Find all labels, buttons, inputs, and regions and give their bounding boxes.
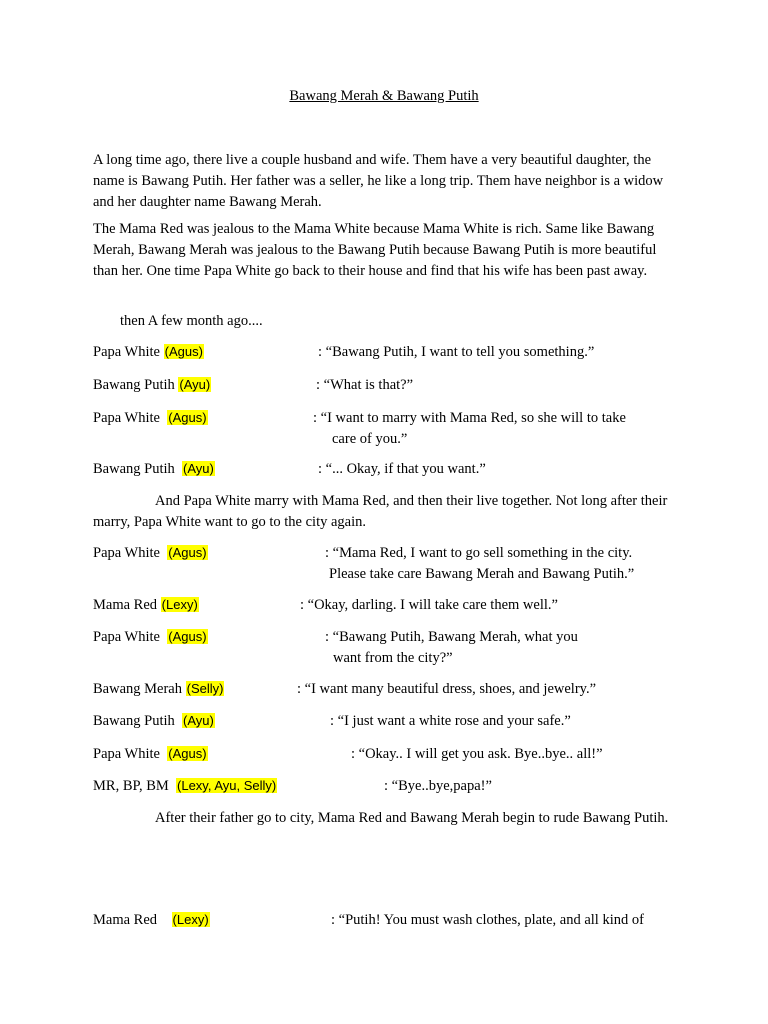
paragraph-intro: A long time ago, there live a couple husband and wife. Them have a very beautiful daughter, the name is Bawang Putih. Her father was a seller, he like a long trip. Them have neighbor is a widow and her daughter name Bawang Merah. (93, 152, 664, 210)
dialogue-speaker (93, 713, 215, 730)
dialogue-line: : “Okay.. I will get you ask. Bye..bye.. all!” (351, 746, 603, 762)
dialogue-line-cont: care of you.” (332, 431, 408, 447)
actor-badge: (Selly) (186, 681, 224, 696)
dialogue-speaker (93, 629, 208, 646)
dialogue-speaker (93, 344, 204, 361)
paragraph-jealousy: The Mama Red was jealous to the Mama White because Mama White is rich. Same like Bawang Merah, Bawang Merah was jealous to the Bawang Putih because Bawang Putih is more beautiful than her. One time Papa White go back to their house and find that his wife has been past away. (93, 221, 657, 279)
speaker-name: Bawang Putih (93, 713, 175, 729)
actor-badge: (Lexy, Ayu, Selly) (177, 778, 277, 793)
dialogue-line-cont: Please take care Bawang Merah and Bawang Putih.” (329, 566, 635, 582)
speaker-name: Papa White (93, 746, 160, 762)
speaker-name: Papa White (93, 410, 160, 426)
speaker-name: Bawang Putih (93, 461, 175, 477)
actor-badge: (Lexy) (172, 912, 209, 927)
dialogue-line: : “I just want a white rose and your safe.” (330, 713, 571, 729)
speaker-name: Mama Red (93, 597, 158, 613)
dialogue-speaker (93, 912, 210, 929)
actor-badge: (Agus) (168, 545, 207, 560)
dialogue-line: : “Bye..bye,papa!” (384, 778, 492, 794)
dialogue-speaker (93, 681, 224, 698)
speaker-name: Papa White (93, 545, 160, 561)
speaker-name: Papa White (93, 629, 160, 645)
dialogue-line: : “What is that?” (316, 377, 414, 393)
actor-badge: (Agus) (168, 746, 207, 761)
actor-badge: (Agus) (168, 410, 207, 425)
dialogue-line: : “Putih! You must wash clothes, plate, and all kind of (331, 912, 644, 928)
speaker-name: Mama Red (93, 912, 158, 928)
speaker-name: Bawang Putih (93, 377, 175, 393)
dialogue-line: : “Bawang Putih, I want to tell you something.” (318, 344, 595, 360)
paragraph-marriage: And Papa White marry with Mama Red, and then their live together. Not long after their marry, Papa White want to go to the city again. (93, 493, 668, 530)
speaker-name: Bawang Merah (93, 681, 182, 697)
dialogue-line: : “I want to marry with Mama Red, so she will to take (313, 410, 626, 426)
dialogue-speaker (93, 778, 277, 795)
speaker-name: Papa White (93, 344, 160, 360)
actor-badge: (Agus) (164, 344, 203, 359)
document-title: Bawang Merah & Bawang Putih (289, 88, 479, 104)
actor-badge: (Ayu) (179, 377, 211, 392)
dialogue-speaker (93, 377, 211, 394)
dialogue-line: : “... Okay, if that you want.” (318, 461, 486, 477)
actor-badge: (Agus) (168, 629, 207, 644)
dialogue-line: : “Okay, darling. I will take care them well.” (300, 597, 558, 613)
dialogue-line: : “Mama Red, I want to go sell something in the city. (325, 545, 633, 561)
dialogue-speaker (93, 597, 199, 614)
dialogue-speaker (93, 746, 208, 763)
paragraph-rude: After their father go to city, Mama Red and Bawang Merah begin to rude Bawang Putih. (155, 810, 669, 826)
dialogue-speaker (93, 410, 208, 427)
speaker-name: MR, BP, BM (93, 778, 169, 794)
actor-badge: (Ayu) (183, 461, 214, 476)
dialogue-line: : “I want many beautiful dress, shoes, and jewelry.” (297, 681, 597, 697)
paragraph-time-skip: then A few month ago.... (120, 313, 263, 329)
actor-badge: (Ayu) (183, 713, 214, 728)
dialogue-line-cont: want from the city?” (333, 650, 453, 666)
actor-badge: (Lexy) (161, 597, 198, 612)
dialogue-line: : “Bawang Putih, Bawang Merah, what you (325, 629, 578, 645)
dialogue-speaker (93, 461, 215, 478)
dialogue-speaker (93, 545, 208, 562)
